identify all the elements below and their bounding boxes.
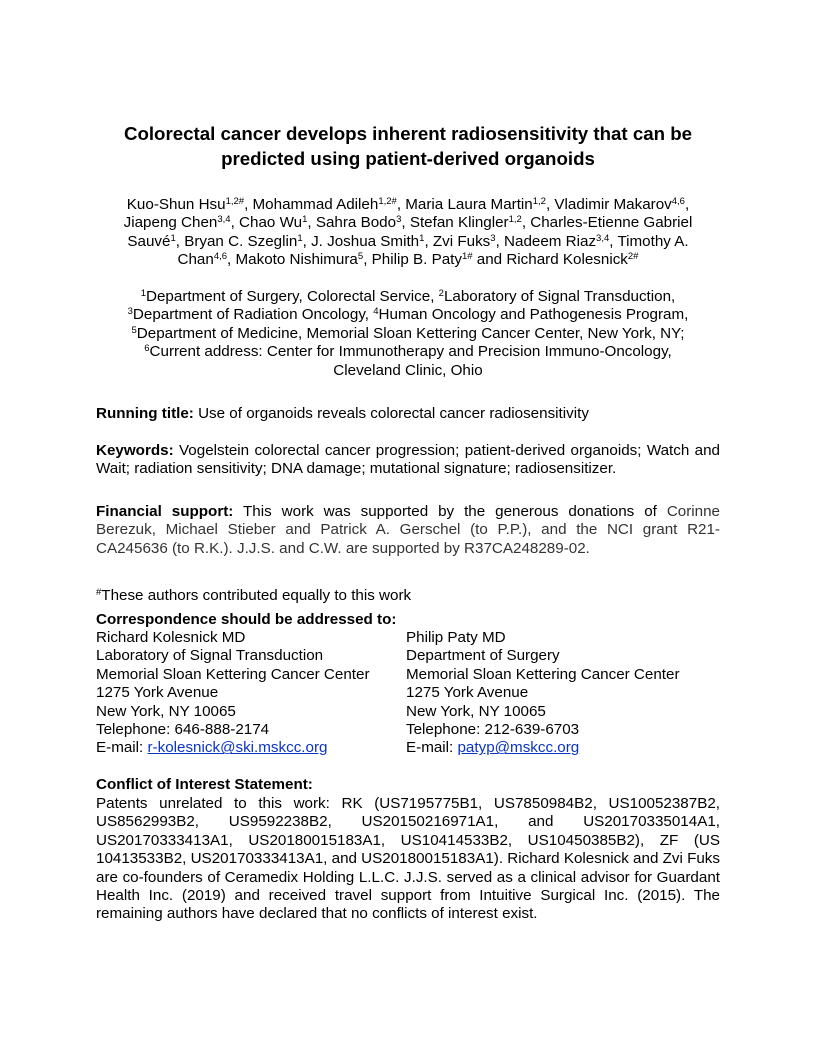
contact-institution: Memorial Sloan Kettering Cancer Center — [406, 665, 680, 683]
author-affiliation-sup: 1 — [170, 232, 176, 244]
author-name: Jiapeng Chen — [123, 214, 218, 232]
author-affiliation-sup: 1 — [297, 232, 303, 244]
author-name: J. Joshua Smith — [311, 232, 420, 250]
email-label: E-mail: — [96, 739, 148, 757]
author-name: Bryan C. Szeglin — [184, 232, 298, 250]
affiliation-text: Department of Radiation Oncology, — [132, 306, 374, 324]
contact-phone: Telephone: 646-888-2174 — [96, 721, 270, 739]
title-line-2: predicted using patient-derived organoids — [221, 148, 595, 170]
contact-city: New York, NY 10065 — [406, 702, 546, 720]
author-affiliation-sup: 1,2 — [532, 196, 546, 207]
contact-name: Philip Paty MD — [406, 629, 506, 646]
affiliation-text: Department of Surgery, Colorectal Service, — [146, 288, 439, 305]
author-line: Jiapeng Chen$^{3,4}$, Chao Wu$^1$, Sahra Bodo$^3$, Stefan Klingler$^{1,2}$, Charles-Etienne Gabriel — [123, 214, 693, 232]
author-affiliation-sup: 3 — [396, 214, 402, 226]
running-title — [96, 405, 720, 423]
author-name: Charles-Etienne Gabriel — [530, 214, 693, 232]
keywords-text: Vogelstein colorectal cancer progression; patient-derived organoids; Watch and Wait; radiation sensitivity; DNA damage; mutational signature; radiosensitizer. — [96, 442, 720, 478]
affiliation-text: Human Oncology and Pathogenesis Program, — [378, 306, 689, 324]
affiliation-line — [96, 343, 720, 361]
keywords — [96, 442, 720, 479]
email-label: E-mail: — [406, 739, 458, 757]
author-affiliation-sup: 1# — [461, 251, 473, 263]
author-name: Sauvé — [127, 232, 171, 250]
paper-title — [96, 121, 720, 172]
affiliation-line — [96, 306, 720, 324]
author-affiliation-sup: 5 — [357, 251, 364, 263]
affiliation-text: Current address: Center for Immunotherapy and Precision Immuno-Oncology, — [149, 343, 672, 361]
author-name: Zvi Fuks — [432, 232, 491, 250]
author-affiliation-sup: 1,2# — [225, 196, 245, 207]
author-name: Mohammad Adileh — [252, 196, 379, 213]
financial-support — [96, 503, 720, 558]
affiliations — [96, 288, 720, 380]
correspondence-heading: Correspondence should be addressed to: — [96, 611, 397, 628]
title-line-1: Colorectal cancer develops inherent radiosensitivity that can be — [123, 123, 693, 144]
contact-department: Laboratory of Signal Transduction — [96, 647, 324, 665]
financial-support-text-cont: Corinne Berezuk, Michael Stieber and Patrick A. Gerschel (to P.P.), and the NCI grant R21-CA245636 (to R.K.). J.J.S. and C.W. are supported by R37CA248289-02. — [96, 503, 720, 557]
author-affiliation-sup: 4,6 — [213, 251, 228, 263]
author-affiliation-sup: 1 — [419, 232, 425, 244]
author-name: Maria Laura Martin — [405, 196, 533, 213]
keywords-label: Keywords: — [96, 442, 174, 459]
financial-support-label: Financial support: — [96, 503, 234, 520]
author-affiliation-sup: 3 — [490, 232, 496, 244]
conflict-heading: Conflict of Interest Statement: — [96, 776, 313, 793]
author-name: Timothy A. — [617, 232, 689, 250]
contact-street: 1275 York Avenue — [406, 684, 529, 702]
author-name: Vladimir Makarov — [554, 196, 672, 213]
author-name: Richard Kolesnick — [506, 251, 628, 269]
author-list — [96, 196, 720, 270]
contact-email-row — [96, 739, 370, 757]
author-name: Chao Wu — [239, 214, 303, 232]
affiliation-number: 4 — [373, 306, 379, 318]
author-name: Nadeem Riaz — [504, 232, 597, 250]
contact-email-row — [406, 739, 680, 757]
author-affiliation-sup: 2# — [627, 251, 639, 263]
author-name: Stefan Klingler — [409, 214, 509, 232]
author-affiliation-sup: 3,4 — [217, 214, 231, 226]
author-affiliation-sup: 4,6 — [671, 196, 685, 207]
equal-contribution-text: These authors contributed equally to this work — [101, 587, 412, 604]
affiliation-number: 2 — [438, 288, 444, 299]
contact-phone: Telephone: 212-639-6703 — [406, 721, 580, 739]
footnote-mark: # — [96, 587, 102, 598]
contact-city: New York, NY 10065 — [96, 702, 236, 720]
author-name: Makoto Nishimura — [235, 251, 358, 269]
equal-contribution-note — [96, 587, 720, 605]
running-title-text: Use of organoids reveals colorectal cancer radiosensitivity — [193, 405, 589, 422]
author-line: Sauvé$^1$, Bryan C. Szeglin$^1$, J. Joshua Smith$^1$, Zvi Fuks$^3$, Nadeem Riaz$^{3,4}$, Timothy A. — [127, 232, 689, 250]
affiliation-number: 3 — [127, 306, 133, 318]
affiliation-number: 1 — [140, 288, 147, 299]
email-link[interactable]: r-kolesnick@ski.mskcc.org — [147, 739, 328, 757]
author-name: Kuo-Shun Hsu — [126, 196, 226, 213]
contact-department: Department of Surgery — [406, 647, 560, 665]
affiliation-line — [96, 288, 720, 306]
contact-name: Richard Kolesnick MD — [96, 629, 246, 646]
author-affiliation-sup: 1,2# — [378, 196, 397, 207]
author-affiliation-sup: 1 — [302, 214, 308, 226]
affiliation-text: Laboratory of Signal Transduction, — [443, 288, 676, 305]
correspondence-left — [96, 629, 370, 758]
author-name: Sahra Bodo — [315, 214, 397, 232]
affiliation-line — [96, 362, 720, 380]
affiliation-number: 5 — [131, 324, 137, 336]
affiliation-text: Department of Medicine, Memorial Sloan Kettering Cancer Center, New York, NY; — [136, 324, 685, 342]
author-affiliation-sup: 3,4 — [596, 232, 610, 244]
running-title-label: Running title: — [96, 405, 194, 422]
author-affiliation-sup: 1,2 — [508, 214, 522, 226]
contact-institution: Memorial Sloan Kettering Cancer Center — [96, 665, 370, 683]
author-name: Chan — [177, 251, 214, 269]
financial-support-text: This work was supported by the generous donations of — [233, 503, 667, 520]
author-name: Philip B. Paty — [371, 251, 462, 269]
author-line: Kuo-Shun Hsu$^{1,2\#}$, Mohammad Adileh$^{1,2\#}$, Maria Laura Martin$^{1,2}$, Vladimir Makarov$^{4,6}$, — [126, 196, 690, 213]
correspondence-right — [406, 629, 680, 758]
author-line: Chan$^{4,6}$, Makoto Nishimura$^5$, Philip B. Paty$^{1\#}$ and Richard Kolesnick$^{2\#}$ — [177, 251, 639, 269]
conflict-statement: Patents unrelated to this work: RK (US7195775B1, US7850984B2, US10052387B2, US8562993B2, US9592238B2, US20150216971A1, and US20170335014A1, US20170333413A1, US20180015183A1, US10414533B2, US10450385B2), ZF (US 10413533B2, US20170333413A1, and US20180015183A1). Richard Kolesnick and Zvi Fuks are co-founders of Ceramedix Holding L.L.C. J.J.S. served as a clinical advisor for Guardant Health Inc. (2019) and received travel support from Intuitive Surgical Inc. (2015). The remaining authors have declared that no conflicts of interest exist. — [96, 795, 720, 923]
affiliation-line — [96, 325, 720, 343]
contact-street: 1275 York Avenue — [96, 684, 219, 702]
email-link[interactable]: patyp@mskcc.org — [457, 739, 580, 757]
affiliation-number: 6 — [144, 343, 150, 355]
affiliation-text: Cleveland Clinic, Ohio — [333, 361, 483, 379]
